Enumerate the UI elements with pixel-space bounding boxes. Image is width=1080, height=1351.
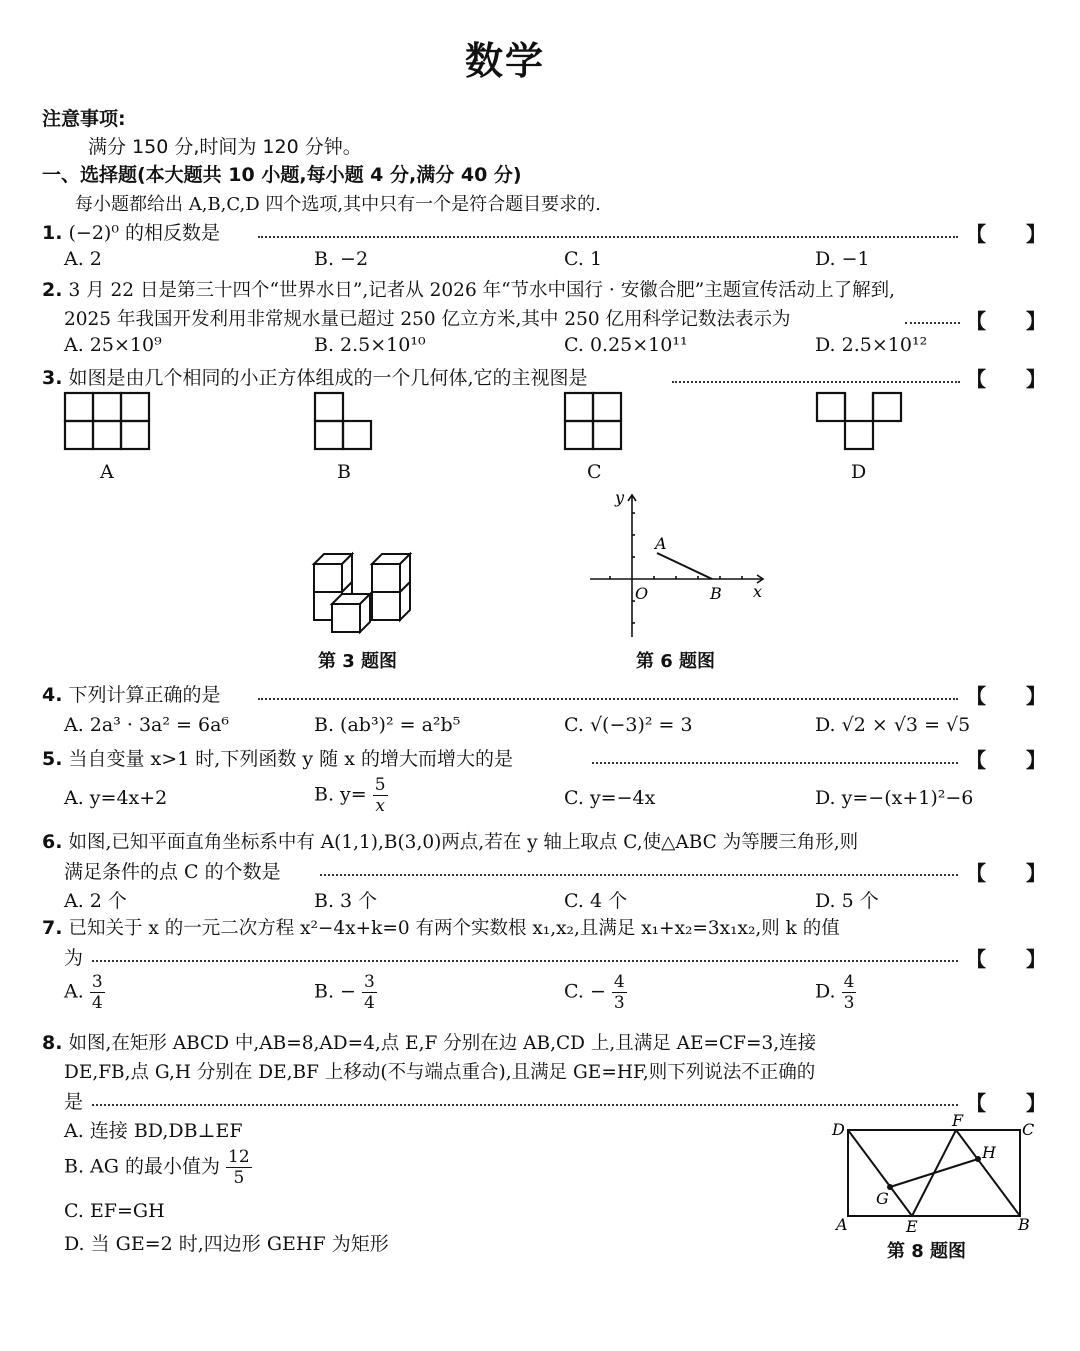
q2-text-1: 3 月 22 日是第三十四个“世界水日”,记者从 2026 年“节水中国行 · 安徽合肥”主题宣传活动上了解到, (68, 280, 896, 301)
q3-option-d-figure (812, 390, 912, 455)
q2-stem-line1 (42, 276, 895, 302)
q8-label-g: G (876, 1189, 889, 1208)
q2-option-b: B. 2.5×10¹⁰ (314, 334, 426, 356)
q3-text: 如图是由几个相同的小正方体组成的一个几何体,它的主视图是 (68, 367, 588, 389)
q8-option-b-denominator: 5 (233, 1168, 245, 1188)
q1-stem (42, 218, 220, 245)
q3-label-b: B (337, 461, 351, 483)
q6-y-axis-label: y (615, 488, 625, 507)
q7-option-c-fraction (612, 972, 627, 1013)
q7-option-b-prefix: B. − (314, 980, 356, 1003)
q6-coordinate-figure (585, 487, 775, 642)
q6-answer-bracket: 【 】 (966, 861, 1046, 885)
q8-stem-line3: 是 (64, 1091, 84, 1113)
q4-number: 4. (42, 684, 63, 706)
q4-option-c: C. √(−3)² = 3 (564, 714, 693, 736)
q6-number: 6. (42, 831, 63, 853)
q4-option-d: D. √2 × √3 = √5 (815, 714, 971, 736)
q6-option-b: B. 3 个 (314, 890, 378, 912)
q2-option-c: C. 0.25×10¹¹ (564, 334, 688, 356)
section-instruction: 每小题都给出 A,B,C,D 四个选项,其中只有一个是符合题目要求的. (75, 194, 601, 215)
q5-text: 当自变量 x>1 时,下列函数 y 随 x 的增大而增大的是 (68, 748, 513, 770)
q3-figure-caption: 第 3 题图 (318, 651, 398, 672)
q5-number: 5. (42, 748, 63, 770)
q3-label-d: D (851, 461, 867, 483)
q6-x-axis-label: x (753, 582, 763, 601)
q4-dots (258, 698, 958, 700)
q6-origin-label: O (635, 584, 649, 603)
q8-text-1: 如图,在矩形 ABCD 中,AB=8,AD=4,点 E,F 分别在边 AB,CD 上,且满足 AE=CF=3,连接 (68, 1033, 817, 1054)
q8-label-a: A (836, 1215, 848, 1234)
q6-dots (320, 874, 958, 876)
q6-stem-line2: 满足条件的点 C 的个数是 (64, 861, 281, 883)
q5-option-a: A. y=4x+2 (64, 787, 168, 809)
q8-option-b-prefix: B. AG 的最小值为 (64, 1155, 220, 1178)
q1-option-c: C. 1 (564, 248, 603, 270)
q3-label-c: C (587, 461, 602, 483)
q5-stem (42, 744, 513, 771)
q3-number: 3. (42, 367, 63, 389)
q6-stem-line1 (42, 828, 858, 854)
q6-option-c: C. 4 个 (564, 890, 628, 912)
q8-label-d: D (832, 1120, 845, 1139)
q6-point-b-label: B (710, 584, 722, 603)
q7-option-a-prefix: A. (64, 980, 84, 1003)
q2-number: 2. (42, 279, 63, 301)
q5-answer-bracket: 【 】 (966, 748, 1046, 772)
q7-option-d-denominator: 3 (843, 993, 855, 1013)
q3-stem (42, 363, 588, 390)
section-heading: 一、选择题(本大题共 10 小题,每小题 4 分,满分 40 分) (42, 164, 522, 186)
q5-option-c: C. y=−4x (564, 787, 656, 809)
q8-option-d: D. 当 GE=2 时,四边形 GEHF 为矩形 (64, 1233, 389, 1255)
q6-point-a-label: A (655, 534, 667, 553)
q7-text-1: 已知关于 x 的一元二次方程 x²−4x+k=0 有两个实数根 x₁,x₂,且满足 x₁+x₂=3x₁x₂,则 k 的值 (68, 918, 840, 939)
q5-option-b-prefix: B. y= (314, 783, 367, 806)
q5-dots (592, 762, 958, 764)
q8-label-e: E (906, 1217, 918, 1234)
q8-option-b-fraction (226, 1147, 252, 1188)
q7-option-c (564, 972, 627, 1013)
q8-stem-line2: DE,FB,点 G,H 分别在 DE,BF 上移动(不与端点重合),且满足 GE=HF,则下列说法不正确的 (64, 1062, 816, 1083)
q7-stem-line1 (42, 914, 840, 940)
notice-line: 满分 150 分,时间为 120 分钟。 (88, 136, 362, 158)
q4-text: 下列计算正确的是 (68, 684, 221, 706)
q5-option-b-numerator: 5 (374, 775, 386, 795)
q1-dots (258, 236, 958, 238)
q1-option-b: B. −2 (314, 248, 369, 270)
q4-option-b: B. (ab³)² = a²b⁵ (314, 714, 461, 736)
q8-label-c: C (1022, 1120, 1035, 1139)
q6-text-1: 如图,已知平面直角坐标系中有 A(1,1),B(3,0)两点,若在 y 轴上取点 C,使△ABC 为等腰三角形,则 (68, 832, 859, 853)
q7-option-d-fraction (842, 972, 857, 1013)
q2-dots (905, 322, 960, 324)
q7-option-d (815, 972, 856, 1013)
q8-dots (92, 1104, 958, 1106)
q3-cube-figure (300, 548, 420, 643)
q1-answer-bracket: 【 】 (966, 222, 1046, 246)
q3-answer-bracket: 【 】 (966, 367, 1046, 391)
q8-option-b (64, 1147, 252, 1188)
q8-figure-caption: 第 8 题图 (887, 1241, 967, 1262)
q3-dots (672, 381, 960, 383)
q8-answer-bracket: 【 】 (966, 1091, 1046, 1115)
q2-option-d: D. 2.5×10¹² (815, 334, 928, 356)
q8-rectangle-figure (828, 1112, 1040, 1234)
q6-option-a: A. 2 个 (64, 890, 127, 912)
q8-number: 8. (42, 1032, 63, 1054)
q2-answer-bracket: 【 】 (966, 309, 1046, 333)
q7-answer-bracket: 【 】 (966, 947, 1046, 971)
q7-option-d-numerator: 4 (843, 972, 855, 992)
q7-option-c-numerator: 4 (613, 972, 625, 992)
q7-stem-line2: 为 (64, 947, 84, 969)
q7-option-c-denominator: 3 (613, 993, 625, 1013)
q3-option-a-figure (60, 390, 160, 455)
q2-option-a: A. 25×10⁹ (64, 334, 162, 356)
q5-option-b (314, 775, 388, 816)
q5-option-b-denominator: x (375, 796, 385, 816)
q3-label-a: A (100, 461, 114, 483)
q8-label-h: H (982, 1143, 996, 1162)
q8-option-a: A. 连接 BD,DB⊥EF (64, 1120, 243, 1142)
q8-option-b-numerator: 12 (228, 1147, 250, 1167)
q7-option-a-fraction (90, 972, 105, 1013)
q7-option-b-numerator: 3 (364, 972, 375, 992)
q7-dots (92, 960, 958, 962)
q8-label-b: B (1018, 1215, 1030, 1234)
q7-option-a-denominator: 4 (91, 993, 103, 1013)
q7-number: 7. (42, 917, 63, 939)
q1-option-a: A. 2 (64, 248, 102, 270)
page-title: 数学 (464, 39, 545, 83)
notice-heading: 注意事项: (42, 108, 126, 130)
q1-option-d: D. −1 (815, 248, 870, 270)
q5-option-b-fraction (373, 775, 388, 816)
q7-option-a (64, 972, 105, 1013)
q7-option-b-fraction (362, 972, 377, 1013)
q1-text: (−2)⁰ 的相反数是 (68, 222, 220, 244)
q1-number: 1. (42, 222, 63, 244)
q4-answer-bracket: 【 】 (966, 684, 1046, 708)
q3-option-b-figure (310, 390, 410, 455)
q7-option-d-prefix: D. (815, 980, 836, 1003)
q8-stem-line1 (42, 1029, 816, 1055)
q4-stem (42, 680, 221, 707)
q4-option-a: A. 2a³ · 3a² = 6a⁶ (64, 714, 230, 736)
q8-label-f: F (952, 1112, 964, 1130)
q3-option-c-figure (560, 390, 660, 455)
q8-option-c: C. EF=GH (64, 1200, 165, 1222)
q7-option-b-denominator: 4 (364, 993, 375, 1013)
q5-option-d: D. y=−(x+1)²−6 (815, 787, 974, 809)
q6-option-d: D. 5 个 (815, 890, 879, 912)
q2-stem-line2: 2025 年我国开发利用非常规水量已超过 250 亿立方米,其中 250 亿用科学记数法表示为 (64, 309, 791, 330)
q7-option-c-prefix: C. − (564, 980, 606, 1003)
q7-option-b (314, 972, 377, 1013)
q7-option-a-numerator: 3 (91, 972, 103, 992)
q6-figure-caption: 第 6 题图 (636, 651, 716, 672)
q8-point-h-dot (975, 1156, 981, 1162)
